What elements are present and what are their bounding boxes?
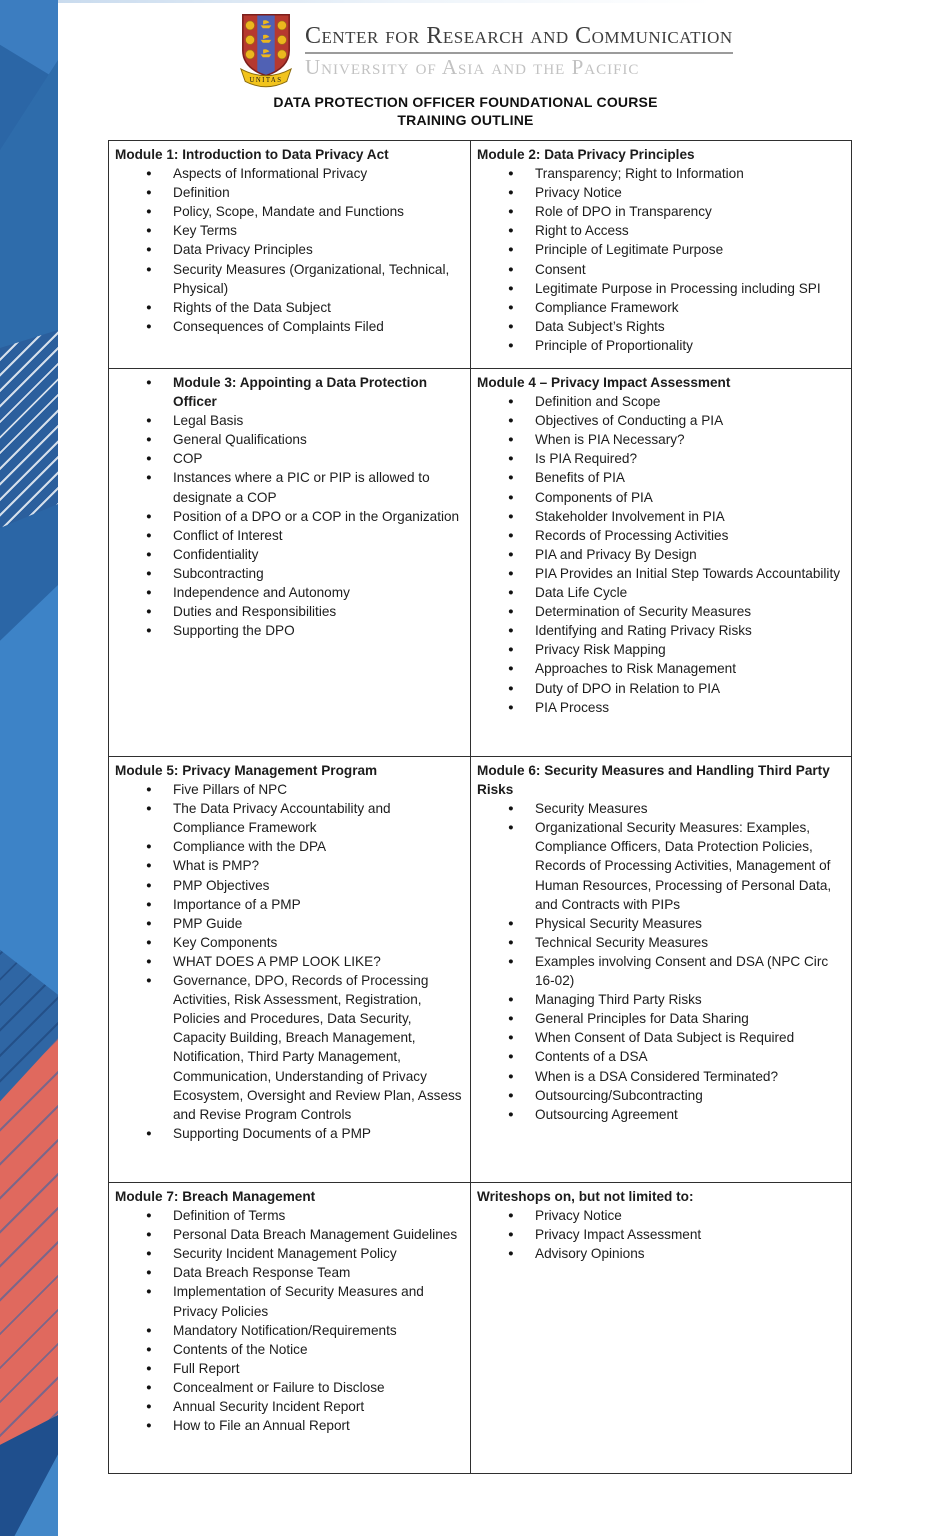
outline-item	[477, 1206, 847, 1225]
bullet-list	[115, 373, 466, 640]
bullet-dot-icon: ●	[508, 644, 514, 656]
outline-item-text: Governance, DPO, Records of Processing Activities, Risk Assessment, Registration, Policies and Procedures, Data Security, Capacity Building, Breach Management, Notification, Third Party Management, Communication, Understanding of Privacy Ecosystem, Oversight and Review Plan, Assess and Revise Program Controls	[173, 973, 462, 1122]
outline-item	[115, 895, 466, 914]
strip-shape-coral	[0, 1030, 58, 1450]
outline-item	[115, 1321, 466, 1340]
organization-name-block	[305, 23, 733, 79]
outline-item-text: The Data Privacy Accountability and Compliance Framework	[173, 801, 391, 836]
outline-item	[115, 1282, 466, 1320]
outline-item-text: Definition and Scope	[535, 394, 661, 410]
bullet-dot-icon: ●	[508, 682, 514, 694]
outline-item	[477, 392, 847, 411]
bullet-dot-icon: ●	[508, 206, 514, 218]
bullet-dot-icon: ●	[146, 898, 152, 910]
outline-item	[477, 659, 847, 678]
outline-item-text: Records of Processing Activities	[535, 527, 729, 543]
table-row	[109, 1183, 851, 1473]
outline-item	[477, 183, 847, 202]
bullet-dot-icon: ●	[508, 168, 514, 180]
outline-item	[115, 1340, 466, 1359]
outline-item-text: Position of a DPO or a COP in the Organization	[173, 508, 460, 524]
outline-item-text: Is PIA Required?	[535, 451, 638, 467]
outline-item-text: Identifying and Rating Privacy Risks	[535, 623, 752, 639]
bullet-dot-icon: ●	[508, 491, 514, 503]
outline-item	[115, 1124, 466, 1143]
bullet-dot-icon: ●	[508, 1070, 514, 1082]
doc-title-line-1: DATA PROTECTION OFFICER FOUNDATIONAL COURSE	[273, 94, 658, 110]
outline-item-text: When is a DSA Considered Terminated?	[535, 1068, 779, 1084]
outline-item-text: Aspects of Informational Privacy	[173, 166, 368, 182]
outline-item	[477, 990, 847, 1009]
outline-item-text: Supporting Documents of a PMP	[173, 1125, 371, 1141]
bullet-dot-icon: ●	[146, 955, 152, 967]
outline-item	[115, 583, 466, 602]
bullet-dot-icon: ●	[146, 606, 152, 618]
outline-item	[477, 1105, 847, 1124]
outline-item-text: Full Report	[173, 1360, 240, 1376]
outline-item	[477, 1244, 847, 1263]
outline-item-text: Data Breach Response Team	[173, 1265, 351, 1281]
outline-item-text: Outsourcing Agreement	[535, 1106, 678, 1122]
outline-item-text: Security Incident Management Policy	[173, 1246, 397, 1262]
outline-item-text: Conflict of Interest	[173, 527, 283, 543]
outline-item	[115, 856, 466, 875]
outline-item-text: Security Measures (Organizational, Technical, Physical)	[173, 261, 450, 296]
outline-item	[115, 221, 466, 240]
bullet-dot-icon: ●	[508, 567, 514, 579]
outline-item	[477, 1028, 847, 1047]
table-row	[109, 141, 851, 369]
outline-item-text: Mandatory Notification/Requirements	[173, 1322, 397, 1338]
outline-item	[115, 373, 466, 411]
bullet-dot-icon: ●	[508, 434, 514, 446]
outline-item-text: Definition	[173, 185, 230, 201]
bullet-dot-icon: ●	[146, 587, 152, 599]
outline-item-text: Duty of DPO in Relation to PIA	[535, 680, 721, 696]
module-heading: Module 1: Introduction to Data Privacy Act	[115, 147, 389, 162]
table-cell	[109, 141, 471, 368]
outline-item	[477, 1067, 847, 1086]
bullet-dot-icon: ●	[146, 377, 152, 388]
outline-item	[115, 430, 466, 449]
outline-item-text: Instances where a PIC or PIP is allowed to designate a COP	[173, 470, 430, 505]
outline-item	[477, 526, 847, 545]
bullet-dot-icon: ●	[508, 282, 514, 294]
outline-item-text: Security Measures	[535, 801, 648, 817]
outline-item-text: PMP Guide	[173, 915, 243, 931]
outline-item-text: Components of PIA	[535, 489, 653, 505]
bullet-dot-icon: ●	[508, 1089, 514, 1101]
outline-item-text: Rights of the Data Subject	[173, 299, 331, 315]
outline-item	[477, 298, 847, 317]
module-heading: Module 2: Data Privacy Principles	[477, 147, 695, 162]
outline-item-text: Compliance Framework	[535, 299, 679, 315]
table-cell	[471, 757, 851, 1182]
table-cell	[109, 757, 471, 1182]
bullet-dot-icon: ●	[146, 1127, 152, 1139]
strip-shape-top-light	[0, 0, 58, 80]
outline-item-text: Benefits of PIA	[535, 470, 625, 486]
outline-item	[115, 602, 466, 621]
outline-item-text: Role of DPO in Transparency	[535, 204, 712, 220]
outline-item-text: Advisory Opinions	[535, 1246, 645, 1262]
bullet-dot-icon: ●	[146, 1248, 152, 1260]
outline-item	[115, 1378, 466, 1397]
bullet-dot-icon: ●	[146, 187, 152, 199]
outline-item-text: Stakeholder Involvement in PIA	[535, 508, 725, 524]
outline-item-text: PMP Objectives	[173, 877, 270, 893]
outline-item	[477, 221, 847, 240]
outline-item	[477, 449, 847, 468]
outline-item	[115, 971, 466, 1124]
strip-shape-white-stripes	[0, 330, 58, 530]
outline-item	[477, 602, 847, 621]
outline-item	[115, 526, 466, 545]
outline-item	[115, 564, 466, 583]
outline-item	[115, 468, 466, 506]
bullet-dot-icon: ●	[146, 1210, 152, 1222]
bullet-dot-icon: ●	[146, 263, 152, 275]
outline-item	[477, 164, 847, 183]
bullet-list	[477, 164, 847, 355]
outline-item	[115, 876, 466, 895]
table-cell	[109, 1183, 471, 1473]
outline-item	[477, 507, 847, 526]
outline-item-text: Legal Basis	[173, 413, 244, 429]
outline-item	[115, 1263, 466, 1282]
bullet-dot-icon: ●	[146, 472, 152, 484]
table-row	[109, 369, 851, 757]
outline-item-text: Independence and Autonomy	[173, 585, 350, 601]
outline-item	[115, 933, 466, 952]
bullet-dot-icon: ●	[146, 1267, 152, 1279]
outline-item	[115, 1359, 466, 1378]
module-heading: Module 6: Security Measures and Handling Third Party Risks	[477, 763, 830, 798]
outline-item	[477, 679, 847, 698]
bullet-dot-icon: ●	[146, 1324, 152, 1336]
bullet-dot-icon: ●	[508, 225, 514, 237]
outline-item-text: PIA Provides an Initial Step Towards Accountability	[535, 565, 841, 581]
outline-item-text: PIA Process	[535, 699, 610, 715]
outline-item-text: Contents of the Notice	[173, 1341, 308, 1357]
bullet-dot-icon: ●	[146, 567, 152, 579]
outline-item	[115, 1416, 466, 1435]
bullet-dot-icon: ●	[508, 1051, 514, 1063]
outline-item-text: Organizational Security Measures: Examples, Compliance Officers, Data Protection Policies, Records of Processing Activities, Management of Human Resources, Processing of Personal Data, and Contracts with PIPs	[535, 820, 832, 912]
bullet-dot-icon: ●	[146, 225, 152, 237]
outline-item	[477, 488, 847, 507]
outline-item-text: Principle of Legitimate Purpose	[535, 242, 724, 258]
outline-item	[477, 621, 847, 640]
outline-item-text: Confidentiality	[173, 546, 259, 562]
document-title	[0, 93, 931, 129]
outline-item-text: Right to Access	[535, 223, 629, 239]
outline-item	[115, 1244, 466, 1263]
bullet-dot-icon: ●	[508, 587, 514, 599]
outline-item-text: COP	[173, 451, 203, 467]
outline-item	[115, 914, 466, 933]
outline-item-text: Principle of Proportionality	[535, 337, 693, 353]
outline-item-text: Compliance with the DPA	[173, 839, 327, 855]
outline-item	[115, 952, 466, 971]
outline-item-text: Personal Data Breach Management Guidelines	[173, 1227, 458, 1243]
outline-item-text: Data Privacy Principles	[173, 242, 313, 258]
bullet-dot-icon: ●	[146, 244, 152, 256]
university-crest-logo	[237, 13, 295, 90]
bullet-dot-icon: ●	[146, 434, 152, 446]
outline-item-text: Privacy Notice	[535, 185, 622, 201]
outline-item	[115, 164, 466, 183]
bullet-dot-icon: ●	[508, 1032, 514, 1044]
outline-item	[115, 1225, 466, 1244]
bullet-dot-icon: ●	[508, 548, 514, 560]
outline-item-text: Concealment or Failure to Disclose	[173, 1379, 385, 1395]
doc-title-line-2: TRAINING OUTLINE	[397, 112, 534, 128]
bullet-dot-icon: ●	[508, 955, 514, 967]
outline-item-text: Privacy Notice	[535, 1208, 622, 1224]
table-cell	[471, 369, 851, 756]
bullet-dot-icon: ●	[508, 396, 514, 408]
bullet-dot-icon: ●	[146, 320, 152, 332]
bullet-dot-icon: ●	[146, 1286, 152, 1298]
bullet-dot-icon: ●	[508, 1229, 514, 1241]
outline-item-text: Subcontracting	[173, 565, 264, 581]
outline-item	[115, 1206, 466, 1225]
outline-item	[115, 837, 466, 856]
outline-item-text: Managing Third Party Risks	[535, 992, 702, 1008]
outline-item-text: When is PIA Necessary?	[535, 432, 685, 448]
bullet-dot-icon: ●	[508, 917, 514, 929]
bullet-dot-icon: ●	[508, 822, 514, 834]
bullet-dot-icon: ●	[508, 1248, 514, 1260]
outline-item	[115, 507, 466, 526]
outline-item-text: Technical Security Measures	[535, 934, 709, 950]
bullet-dot-icon: ●	[146, 917, 152, 929]
outline-item-text: Annual Security Incident Report	[173, 1399, 365, 1415]
outline-item-text: Determination of Security Measures	[535, 604, 752, 620]
outline-item	[115, 240, 466, 259]
bullet-dot-icon: ●	[508, 320, 514, 332]
outline-item-text: Data Life Cycle	[535, 585, 628, 601]
bullet-dot-icon: ●	[146, 879, 152, 891]
outline-item	[477, 202, 847, 221]
header	[237, 13, 733, 90]
bullet-dot-icon: ●	[146, 168, 152, 180]
bullet-dot-icon: ●	[508, 606, 514, 618]
bullet-list	[477, 799, 847, 1124]
bullet-dot-icon: ●	[508, 187, 514, 199]
bullet-dot-icon: ●	[146, 625, 152, 637]
outline-item-text: General Principles for Data Sharing	[535, 1011, 749, 1027]
bullet-dot-icon: ●	[508, 244, 514, 256]
outline-item	[477, 336, 847, 355]
outline-item-text: Definition of Terms	[173, 1208, 286, 1224]
outline-item-text: Consequences of Complaints Filed	[173, 318, 384, 334]
bullet-dot-icon: ●	[508, 263, 514, 275]
bullet-dot-icon: ●	[508, 625, 514, 637]
module-heading: Writeshops on, but not limited to:	[477, 1189, 694, 1204]
outline-item	[477, 545, 847, 564]
crest-motto-text: UNITAS	[249, 76, 283, 84]
table-row	[109, 757, 851, 1183]
org-subname: University of Asia and the Pacific	[305, 55, 640, 79]
bullet-dot-icon: ●	[508, 701, 514, 713]
bullet-dot-icon: ●	[146, 415, 152, 427]
outline-item	[477, 1225, 847, 1244]
outline-item	[477, 914, 847, 933]
module-heading: Module 7: Breach Management	[115, 1189, 316, 1204]
org-divider-rule	[305, 52, 733, 54]
bullet-dot-icon: ●	[508, 663, 514, 675]
outline-item	[115, 298, 466, 317]
outline-item-text: Data Subject’s Rights	[535, 318, 665, 334]
outline-item	[115, 780, 466, 799]
outline-item-text: Privacy Impact Assessment	[535, 1227, 702, 1243]
outline-item-text: Approaches to Risk Management	[535, 661, 736, 677]
bullet-dot-icon: ●	[146, 936, 152, 948]
bullet-dot-icon: ●	[508, 936, 514, 948]
bullet-dot-icon: ●	[508, 415, 514, 427]
outline-item	[115, 317, 466, 336]
table-cell	[109, 369, 471, 756]
bullet-dot-icon: ●	[146, 453, 152, 465]
outline-item	[115, 621, 466, 640]
bullet-dot-icon: ●	[146, 1420, 152, 1432]
outline-item-text: Objectives of Conducting a PIA	[535, 413, 724, 429]
outline-item-text: PIA and Privacy By Design	[535, 546, 697, 562]
outline-item	[477, 317, 847, 336]
module-heading: Module 5: Privacy Management Program	[115, 763, 378, 778]
outline-item-text: Contents of a DSA	[535, 1049, 648, 1065]
bullet-dot-icon: ●	[146, 784, 152, 796]
outline-item	[477, 952, 847, 990]
bullet-dot-icon: ●	[146, 206, 152, 218]
outline-item	[477, 640, 847, 659]
outline-item-text: Importance of a PMP	[173, 896, 301, 912]
outline-item	[115, 449, 466, 468]
bullet-dot-icon: ●	[146, 1381, 152, 1393]
bullet-dot-icon: ●	[146, 1229, 152, 1241]
outline-item	[115, 183, 466, 202]
bullet-dot-icon: ●	[508, 803, 514, 815]
outline-item-text: Outsourcing/Subcontracting	[535, 1087, 703, 1103]
outline-item	[115, 202, 466, 221]
bullet-dot-icon: ●	[146, 510, 152, 522]
bullet-dot-icon: ●	[146, 1401, 152, 1413]
decorative-left-strip	[0, 0, 58, 1536]
bullet-dot-icon: ●	[508, 1108, 514, 1120]
outline-item	[477, 1086, 847, 1105]
outline-item-text: Five Pillars of NPC	[173, 782, 288, 798]
outline-item-text: Key Terms	[173, 223, 237, 239]
top-edge-line	[58, 0, 931, 3]
outline-item	[115, 260, 466, 298]
outline-item	[115, 799, 466, 837]
outline-item	[477, 1009, 847, 1028]
bullet-dot-icon: ●	[508, 1210, 514, 1222]
bullet-dot-icon: ●	[146, 860, 152, 872]
outline-item-text: Policy, Scope, Mandate and Functions	[173, 204, 404, 220]
outline-item	[477, 799, 847, 818]
bullet-dot-icon: ●	[146, 1362, 152, 1374]
bullet-dot-icon: ●	[508, 510, 514, 522]
bullet-dot-icon: ●	[508, 1013, 514, 1025]
outline-item-text: Duties and Responsibilities	[173, 604, 337, 620]
outline-item-text: When Consent of Data Subject is Required	[535, 1030, 795, 1046]
bullet-dot-icon: ●	[146, 803, 152, 815]
outline-item	[477, 240, 847, 259]
outline-item-text: Physical Security Measures	[535, 915, 702, 931]
bullet-dot-icon: ●	[508, 453, 514, 465]
outline-item	[477, 468, 847, 487]
outline-item-text: Module 3: Appointing a Data Protection Officer	[173, 375, 427, 410]
outline-item	[477, 1047, 847, 1066]
bullet-dot-icon: ●	[146, 975, 152, 987]
bullet-list	[477, 1206, 847, 1263]
outline-item	[477, 698, 847, 717]
outline-item-text: General Qualifications	[173, 432, 307, 448]
outline-item	[477, 933, 847, 952]
outline-item-text: Transparency; Right to Information	[535, 166, 744, 182]
outline-item-text: How to File an Annual Report	[173, 1418, 350, 1434]
outline-item-text: Supporting the DPO	[173, 623, 295, 639]
outline-item	[477, 430, 847, 449]
module-heading: Module 4 – Privacy Impact Assessment	[477, 375, 731, 390]
bullet-dot-icon: ●	[508, 994, 514, 1006]
outline-item	[115, 1397, 466, 1416]
bullet-list	[477, 392, 847, 717]
outline-item-text: Key Components	[173, 934, 278, 950]
bullet-dot-icon: ●	[508, 301, 514, 313]
outline-item	[115, 411, 466, 430]
table-cell	[471, 1183, 851, 1473]
bullet-dot-icon: ●	[508, 529, 514, 541]
bullet-dot-icon: ●	[146, 301, 152, 313]
outline-item	[477, 260, 847, 279]
outline-item-text: What is PMP?	[173, 858, 260, 874]
outline-item-text: Implementation of Security Measures and Privacy Policies	[173, 1284, 424, 1319]
bullet-list	[115, 164, 466, 336]
org-name: Center for Research and Communication	[305, 23, 733, 49]
outline-item-text: Consent	[535, 261, 586, 277]
outline-item	[477, 411, 847, 430]
outline-item-text: WHAT DOES A PMP LOOK LIKE?	[173, 953, 381, 969]
outline-item-text: Examples involving Consent and DSA (NPC Circ 16-02)	[535, 953, 829, 989]
bullet-dot-icon: ●	[508, 339, 514, 351]
outline-item	[477, 583, 847, 602]
bullet-dot-icon: ●	[146, 1343, 152, 1355]
outline-item	[477, 279, 847, 298]
bullet-dot-icon: ●	[146, 548, 152, 560]
bullet-dot-icon: ●	[146, 841, 152, 853]
bullet-dot-icon: ●	[508, 472, 514, 484]
bullet-list	[115, 780, 466, 1143]
outline-item	[477, 818, 847, 913]
training-outline-table	[108, 140, 852, 1474]
outline-item	[477, 564, 847, 583]
outline-item	[115, 545, 466, 564]
table-cell	[471, 141, 851, 368]
outline-item-text: Privacy Risk Mapping	[535, 642, 666, 658]
bullet-list	[115, 1206, 466, 1435]
bullet-dot-icon: ●	[146, 529, 152, 541]
outline-item-text: Legitimate Purpose in Processing including SPI	[535, 280, 821, 296]
